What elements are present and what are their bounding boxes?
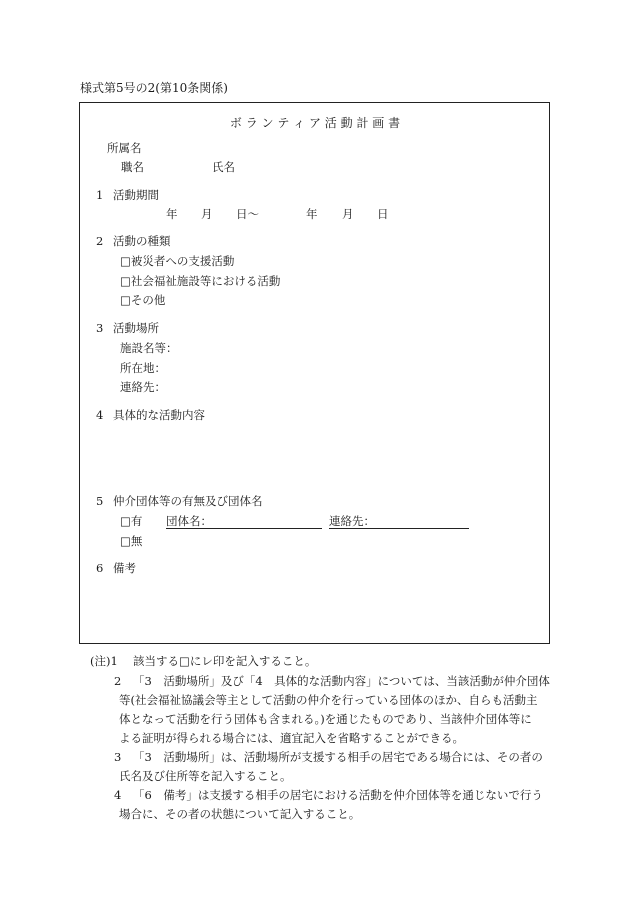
note-1: 該当する□にレ印を記入すること。 (133, 654, 317, 668)
notes-prefix: (注)1 (90, 654, 118, 668)
facility-label: 施設名等： (120, 341, 178, 355)
section4-label: 具体的な活動内容 (113, 408, 205, 422)
note-4-line: 「6 備考」は支援する相手の居宅における活動を仲介団体等を通じないで行う (133, 788, 543, 802)
address-label: 所在地： (120, 361, 166, 375)
note-2-line: 体となって活動を行う団体も含まれる。)を通じたものであり、当該仲介団体等に (119, 712, 532, 726)
note-4-number: 4 (114, 788, 122, 802)
section2-number: 2 (96, 234, 104, 248)
section3-number: 3 (96, 321, 104, 335)
period-end-year: 年 (306, 207, 318, 221)
agency-contact-underline (329, 528, 469, 529)
section5-label: 仲介団体等の有無及び団体名 (113, 494, 263, 508)
section2-label: 活動の種類 (113, 234, 171, 248)
note-4-line: 場合に、その者の状態について記入すること。 (119, 807, 361, 821)
section5-number: 5 (96, 494, 104, 508)
agency-contact-label: 連絡先： (329, 514, 375, 528)
note-2-line: 「3 活動場所」及び「4 具体的な活動内容」については、当該活動が仲介団体 (133, 674, 550, 688)
position-label: 職名 (121, 160, 144, 174)
section6-label: 備考 (113, 561, 136, 575)
form-title: ボ ラ ン テ ィ ア 活 動 計 画 書 (229, 116, 401, 130)
note-2-number: 2 (114, 674, 122, 688)
period-end-day: 日 (377, 207, 389, 221)
period-end-month: 月 (342, 207, 354, 221)
place-contact-label: 連絡先： (120, 380, 166, 394)
section1-number: 1 (96, 188, 104, 202)
note-3-line: 「3 活動場所」は、活動場所が支援する相手の居宅である場合には、その者の (133, 750, 543, 764)
name-label: 氏名 (212, 160, 235, 174)
affiliation-label: 所属名 (107, 141, 142, 155)
period-start-year: 年 (166, 207, 178, 221)
type-option-welfare-facility[interactable]: □社会福祉施設等における活動 (120, 274, 281, 288)
agency-yes-checkbox[interactable]: □有 (120, 514, 143, 528)
group-name-underline (166, 528, 322, 529)
agency-no-checkbox[interactable]: □無 (120, 534, 143, 548)
note-3-number: 3 (114, 750, 122, 764)
section4-number: 4 (96, 408, 104, 422)
period-start-month: 月 (201, 207, 213, 221)
form-number: 様式第5号の2(第10条関係) (80, 81, 228, 95)
group-name-label: 団体名： (166, 514, 212, 528)
note-2-line: よる証明が得られる場合には、適宜記入を省略することができる。 (119, 731, 464, 745)
note-3-line: 氏名及び住所等を記入すること。 (119, 769, 292, 783)
section6-number: 6 (96, 561, 104, 575)
period-start-day: 日～ (236, 207, 259, 221)
section1-label: 活動期間 (113, 188, 159, 202)
section3-label: 活動場所 (113, 321, 159, 335)
type-option-disaster[interactable]: □被災者への支援活動 (120, 254, 235, 268)
type-option-other[interactable]: □その他 (120, 293, 166, 307)
note-2-line: 等(社会福祉協議会等主として活動の仲介を行っている団体のほか、自らも活動主 (119, 693, 538, 707)
